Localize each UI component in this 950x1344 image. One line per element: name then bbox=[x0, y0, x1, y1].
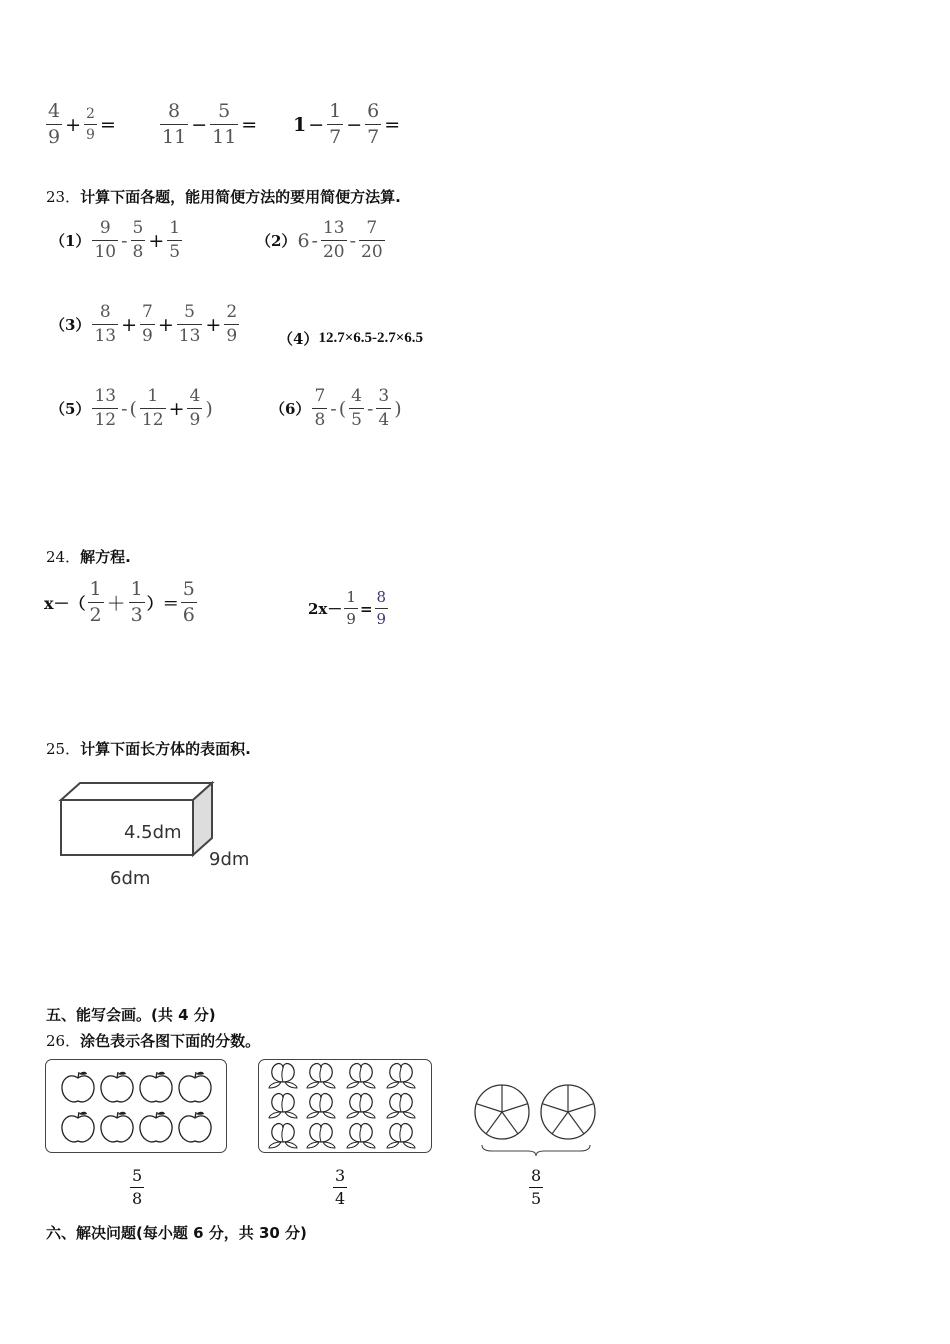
question-23-title: 23．计算下面各题，能用简便方法的要用简便方法算. bbox=[46, 188, 401, 206]
circle-pair bbox=[468, 1078, 604, 1158]
peach-icon[interactable] bbox=[347, 1094, 375, 1118]
apple-icon[interactable] bbox=[101, 1072, 133, 1102]
apple-icon[interactable] bbox=[140, 1072, 172, 1102]
apples-box bbox=[45, 1059, 227, 1153]
length-label: 6dm bbox=[110, 868, 151, 889]
q23-problem-2: （2） 6 - $\frac{13}{20}$ - $\frac{7}{20}$ bbox=[256, 218, 383, 262]
apple-icon[interactable] bbox=[179, 1112, 211, 1142]
question-26-title: 26．涂色表示各图下面的分数。 bbox=[46, 1032, 261, 1050]
apple-icon[interactable] bbox=[140, 1112, 172, 1142]
apple-grid bbox=[46, 1060, 226, 1152]
peach-icon[interactable] bbox=[269, 1064, 297, 1088]
peach-icon[interactable] bbox=[269, 1124, 297, 1148]
apple-icon[interactable] bbox=[62, 1112, 94, 1142]
peach-icon[interactable] bbox=[387, 1124, 415, 1148]
apple-icon[interactable] bbox=[179, 1072, 211, 1102]
fraction-eight-fifths: $\frac{8}{5}$ bbox=[531, 1166, 542, 1208]
peach-icon[interactable] bbox=[269, 1094, 297, 1118]
cuboid-figure bbox=[54, 778, 274, 898]
peach-icon[interactable] bbox=[347, 1064, 375, 1088]
top-expression-1: $\frac{4}{9}$ + $\frac{2}{9}$ = bbox=[48, 100, 116, 148]
q24-equation-1: x－（ $\frac{1}{2}$ ＋ $\frac{1}{3}$ ）＝ $\frac{5}{6}$ bbox=[44, 578, 195, 626]
peaches-box bbox=[258, 1059, 432, 1153]
q23-problem-5: （5） $\frac{13}{12}$ - ( $\frac{1}{12}$ + $\frac{4}{9}$ ) bbox=[50, 386, 213, 430]
question-25-title: 25．计算下面长方体的表面积. bbox=[46, 740, 251, 758]
fraction-five-eighths: $\frac{5}{8}$ bbox=[132, 1166, 143, 1208]
peach-icon[interactable] bbox=[387, 1094, 415, 1118]
peach-icon[interactable] bbox=[307, 1124, 335, 1148]
q23-problem-6: （6） $\frac{7}{8}$ - ( $\frac{4}{5}$ - $\frac{3}{4}$ ) bbox=[270, 386, 402, 430]
circle-right[interactable] bbox=[541, 1085, 595, 1139]
peach-icon[interactable] bbox=[307, 1064, 335, 1088]
q23-problem-1: （1） $\frac{9}{10}$ - $\frac{5}{8}$ + $\frac{1}{5}$ bbox=[50, 218, 181, 262]
q23-problem-3: （3） $\frac{8}{13}$ + $\frac{7}{9}$ + $\frac{5}{13}$ + $\frac{2}{9}$ bbox=[50, 302, 238, 346]
section-6-title: 六、解决问题(每小题 6 分，共 30 分) bbox=[46, 1224, 307, 1242]
section-5-title: 五、能写会画。(共 4 分) bbox=[46, 1006, 216, 1024]
height-label: 4.5dm bbox=[124, 822, 182, 843]
q23-problem-4: （4） 12.7×6.5-2.7×6.5 bbox=[278, 330, 424, 348]
apple-icon[interactable] bbox=[62, 1072, 94, 1102]
apple-icon[interactable] bbox=[101, 1112, 133, 1142]
peach-grid bbox=[259, 1060, 431, 1152]
fraction-three-quarters: $\frac{3}{4}$ bbox=[335, 1166, 346, 1208]
q24-equation-2: 2x－ $\frac{1}{9}$ = $\frac{8}{9}$ bbox=[308, 588, 387, 628]
circle-left[interactable] bbox=[475, 1085, 529, 1139]
circles-figure bbox=[468, 1078, 604, 1158]
brace bbox=[482, 1145, 590, 1156]
top-expression-2: $\frac{8}{11}$ − $\frac{5}{11}$ = bbox=[162, 100, 258, 148]
peach-icon[interactable] bbox=[347, 1124, 375, 1148]
peach-icon[interactable] bbox=[387, 1064, 415, 1088]
depth-label: 9dm bbox=[209, 849, 250, 870]
peach-icon[interactable] bbox=[307, 1094, 335, 1118]
top-expression-3: 1 − $\frac{1}{7}$ − $\frac{6}{7}$ = bbox=[293, 100, 401, 148]
question-24-title: 24．解方程. bbox=[46, 548, 131, 566]
